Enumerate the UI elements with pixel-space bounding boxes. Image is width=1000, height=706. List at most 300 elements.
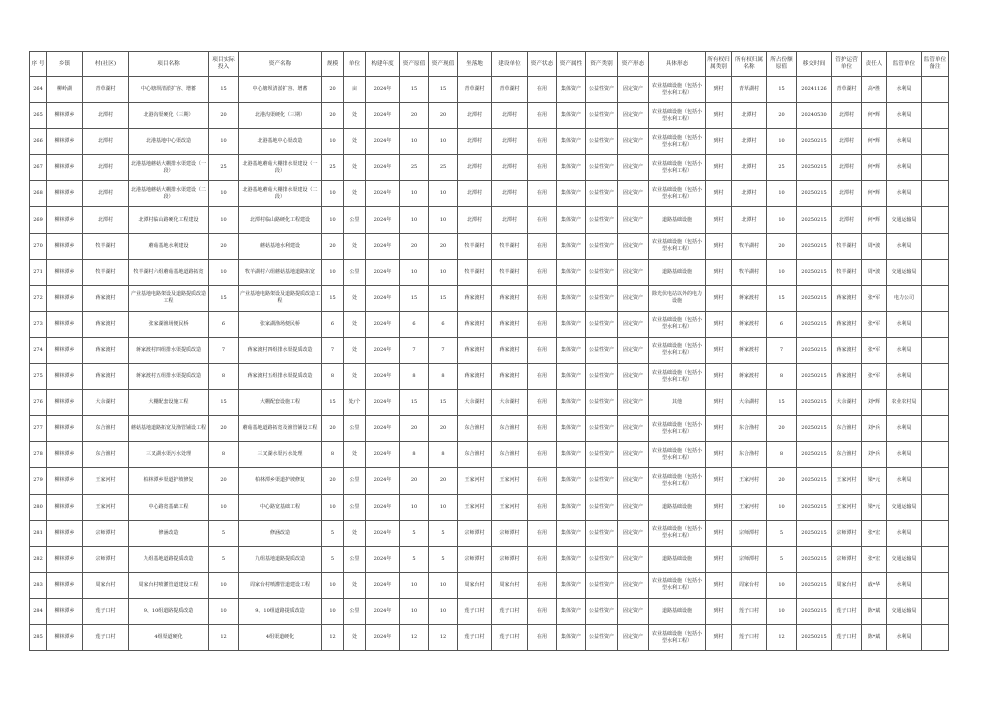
table-row [30,311,949,337]
table-cell: 农业基础设施（包括小型水利工程） [649,129,706,155]
table-cell: 集体资产 [557,181,586,207]
table-cell [922,207,949,233]
table-cell: 10 [429,598,458,624]
table-cell: 到村 [706,103,732,129]
column-header: 资产现值 [429,52,458,77]
table-cell: 到村 [706,494,732,520]
table-cell: 10 [209,129,239,155]
table-cell: 莲子口村 [832,624,862,650]
table-cell: 20250215 [797,285,832,311]
table-cell: 牧羊湖村 [732,233,767,259]
table-cell: 在用 [528,468,557,494]
table-cell: 在用 [528,259,557,285]
table-cell: 267 [30,155,47,181]
table-cell: 蒋家渡村 [83,285,129,311]
table-cell: 278 [30,442,47,468]
table-cell: 集体资产 [557,468,586,494]
table-cell: 柳林潭乡 [47,364,83,390]
table-cell: 处 [344,155,366,181]
table-cell: 到村 [706,364,732,390]
table-cell: 4组渠道硬化 [239,624,322,650]
table-cell: 7 [322,337,344,363]
table-cell: 271 [30,259,47,285]
table-cell: 10 [400,129,429,155]
table-cell: 到村 [706,572,732,598]
table-cell: 2024年 [366,442,400,468]
table-cell [922,546,949,572]
table-cell: 264 [30,77,47,103]
table-cell: 蘑菇基地道路拓宽及渔管铺设工程 [239,416,322,442]
table-cell: 蒋家渡村 [832,337,862,363]
table-cell: 10 [429,129,458,155]
table-cell: 周家台村喷灌管道建设工程 [239,572,322,598]
table-cell: 柳林潭乡 [47,468,83,494]
table-cell: 交通运输局 [887,259,922,285]
table-cell: 公益性资产 [586,624,618,650]
table-cell: 公益性资产 [586,285,618,311]
table-cell: 20250215 [797,494,832,520]
table-cell: 20250215 [797,337,832,363]
table-cell: 公益性资产 [586,598,618,624]
table-cell: 公益性资产 [586,442,618,468]
table-cell: 王家河村 [458,494,492,520]
table-cell: 集体资产 [557,129,586,155]
table-cell: 蒋家渡村四组排水渠提质改造 [239,337,322,363]
table-cell: 大余湖村 [732,390,767,416]
table-cell [922,155,949,181]
table-cell: 公益性资产 [586,390,618,416]
table-cell: 处/个 [344,390,366,416]
column-header: 建设单位 [492,52,528,77]
table-cell: 蒋家渡村 [458,311,492,337]
table-cell: 公益性资产 [586,364,618,390]
table-cell: 水利局 [887,468,922,494]
table-cell: 农业基础设施（包括小型水利工程） [649,624,706,650]
table-cell: 北港沟渠硬化（三期） [129,103,209,129]
column-header: 项目实际投入 [209,52,239,77]
table-cell: 到村 [706,77,732,103]
table-cell: 公益性资产 [586,181,618,207]
table-cell: 宗师潭村 [832,520,862,546]
table-cell: 到村 [706,285,732,311]
table-cell: 20 [322,103,344,129]
table-cell: 北潭村 [492,103,528,129]
table-cell: 15 [429,390,458,416]
table-cell: 产业基地电路架设及道路提质改造工程 [129,285,209,311]
table-cell: 20250215 [797,233,832,259]
table-cell [922,337,949,363]
table-cell: 交通运输局 [887,598,922,624]
table-cell: 20 [767,468,797,494]
table-cell: 5 [429,546,458,572]
table-cell: 20250215 [797,364,832,390]
table-cell: 处 [344,572,366,598]
table-cell: 刘*辉 [862,390,887,416]
table-cell: 青草湖村 [458,77,492,103]
table-cell: 固定资产 [618,337,649,363]
table-cell: 北潭村 [732,207,767,233]
table-cell: 到村 [706,259,732,285]
table-cell: 水利局 [887,364,922,390]
table-cell: 10 [429,494,458,520]
table-cell: 280 [30,494,47,520]
table-cell: 公里 [344,494,366,520]
table-cell: 北港基地蘑菇大棚排水渠建设（二段） [239,181,322,207]
table-cell: 蘑菇基地道路拓宽及渔管铺设工程 [129,416,209,442]
table-cell: 20250215 [797,129,832,155]
table-cell: 王家河村 [83,468,129,494]
table-cell: 在用 [528,364,557,390]
table-cell: 北潭村临山路硬化工程建设 [129,207,209,233]
table-cell: 蒋家渡村 [732,285,767,311]
table-cell: 水利局 [887,416,922,442]
table-cell: 5 [209,520,239,546]
table-cell: 北潭村 [458,129,492,155]
table-cell: 宗师潭村 [492,520,528,546]
table-cell: 固定资产 [618,77,649,103]
table-cell: 周家台村 [492,572,528,598]
table-row [30,364,949,390]
table-cell: 水利局 [887,572,922,598]
table-cell: 固定资产 [618,285,649,311]
table-cell: 牧羊湖村 [458,233,492,259]
column-header: 资产类别 [586,52,618,77]
table-cell: 柳林潭乡 [47,337,83,363]
table-cell: 公益性资产 [586,546,618,572]
table-cell: 蒋家渡村 [492,337,528,363]
table-cell: 到村 [706,416,732,442]
table-cell: 柳林潭乡 [47,129,83,155]
table-cell [922,572,949,598]
table-cell: 处 [344,103,366,129]
table-cell: 20 [209,233,239,259]
table-cell: 水利局 [887,311,922,337]
table-cell: 公益性资产 [586,520,618,546]
table-cell: 柳林潭乡 [47,103,83,129]
table-cell: 柳林潭乡 [47,155,83,181]
table-row [30,259,949,285]
table-cell: 6 [767,311,797,337]
table-cell: 王家河村 [732,468,767,494]
table-cell: 张*军 [862,337,887,363]
table-cell: 北潭村 [832,207,862,233]
table-row [30,468,949,494]
table-cell: 北港沟渠硬化（三期） [239,103,322,129]
table-cell: 20250215 [797,207,832,233]
table-cell: 集体资产 [557,207,586,233]
table-cell: 固定资产 [618,416,649,442]
table-cell: 284 [30,598,47,624]
table-cell: 北潭村 [458,181,492,207]
table-cell: 莲子口村 [458,624,492,650]
table-cell: 农业基础设施（包括小型水利工程） [649,468,706,494]
table-cell: 2024年 [366,129,400,155]
table-cell: 处 [344,311,366,337]
table-cell: 牧羊湖村 [732,259,767,285]
table-cell: 集体资产 [557,155,586,181]
table-cell: 陈*斌 [862,624,887,650]
table-cell [922,494,949,520]
table-cell: 柳林潭乡 [47,442,83,468]
table-cell: 20 [400,468,429,494]
table-cell: 集体资产 [557,103,586,129]
table-cell: 柳林潭乡 [47,181,83,207]
table-cell: 6 [322,311,344,337]
table-cell: 何*辉 [862,181,887,207]
table-cell: 蒋家渡村 [458,337,492,363]
table-cell: 10 [767,207,797,233]
table-cell: 15 [429,285,458,311]
column-header: 具体形态 [649,52,706,77]
table-cell: 水利局 [887,233,922,259]
table-cell: 戚*华 [862,572,887,598]
table-cell: 在用 [528,103,557,129]
table-cell: 其他 [649,390,706,416]
table-cell: 到村 [706,598,732,624]
table-cell: 水利局 [887,337,922,363]
table-cell: 大余湖村 [458,390,492,416]
table-cell: 陈*斌 [862,598,887,624]
table-cell: 宗师潭村 [83,520,129,546]
table-cell: 270 [30,233,47,259]
table-cell: 10 [322,259,344,285]
table-cell: 大棚配套设施工程 [239,390,322,416]
table-cell [922,468,949,494]
table-cell: 10 [767,129,797,155]
table-cell: 在用 [528,181,557,207]
table-cell: 20 [322,468,344,494]
table-cell: 集体资产 [557,233,586,259]
table-cell: 王家河村 [492,494,528,520]
table-cell [922,311,949,337]
table-cell [922,390,949,416]
table-cell: 20250215 [797,311,832,337]
table-cell: 10 [400,598,429,624]
table-cell: 王家河村 [83,494,129,520]
table-cell: 刘*兵 [862,442,887,468]
table-cell: 牧羊湖村 [492,259,528,285]
table-cell: 8 [400,442,429,468]
table-cell: 10 [767,181,797,207]
table-cell: 273 [30,311,47,337]
table-cell: 北港基地中心渠改造 [129,129,209,155]
table-cell: 周家台村 [83,572,129,598]
column-header: 资产名称 [239,52,322,77]
table-cell: 北潭村 [83,155,129,181]
table-cell: 三叉湖水渠污水处理 [129,442,209,468]
table-cell: 268 [30,181,47,207]
table-cell: 宗师潭村 [492,546,528,572]
table-cell: 三叉湖水渠污水处理 [239,442,322,468]
table-cell: 北港基地蘑菇大棚排水渠建设（一段） [129,155,209,181]
table-cell: 在用 [528,624,557,650]
column-header: 构建年度 [366,52,400,77]
table-cell: 处 [344,520,366,546]
column-header: 资产属性 [557,52,586,77]
table-cell: 道路基础设施 [649,259,706,285]
table-cell: 10 [322,207,344,233]
table-cell: 固定资产 [618,311,649,337]
table-cell: 电力公司 [887,285,922,311]
table-cell: 蒋家渡村 [492,311,528,337]
table-body [30,77,949,651]
table-cell: 处 [344,337,366,363]
table-cell: 在用 [528,494,557,520]
table-cell: 公益性资产 [586,129,618,155]
table-cell: 处 [344,442,366,468]
table-cell: 蘑菇基地水利建设 [129,233,209,259]
table-cell: 固定资产 [618,103,649,129]
table-cell: 20 [322,233,344,259]
column-header: 规模 [322,52,344,77]
table-cell: 北潭村 [83,103,129,129]
table-cell: 蒋家渡村 [83,311,129,337]
table-cell: 8 [400,364,429,390]
table-cell: 281 [30,520,47,546]
table-cell: 2024年 [366,233,400,259]
table-row [30,520,949,546]
table-cell: 梁*元 [862,468,887,494]
column-header: 资产原值 [400,52,429,77]
table-cell: 北港基地蘑菇大棚排水渠建设（一段） [239,155,322,181]
table-cell: 2024年 [366,468,400,494]
table-cell: 柏林潭乡渠道护坡修复 [129,468,209,494]
table-cell: 莲子口村 [492,624,528,650]
table-cell: 东合渔村 [83,416,129,442]
table-cell: 农业基础设施（包括小型水利工程） [649,572,706,598]
table-cell: 道路基础设施 [649,494,706,520]
table-cell: 中心路宽基础工程 [129,494,209,520]
table-cell: 12 [209,624,239,650]
table-cell: 7 [429,337,458,363]
table-cell: 梁*元 [862,494,887,520]
table-cell: 何*辉 [862,207,887,233]
table-cell: 20250215 [797,181,832,207]
table-cell: 北潭村 [732,103,767,129]
table-cell: 何*辉 [862,129,887,155]
table-row [30,390,949,416]
table-cell: 2024年 [366,546,400,572]
table-cell: 15 [400,285,429,311]
table-cell: 宗师潭村 [832,546,862,572]
table-cell: 8 [429,364,458,390]
table-cell: 大棚配套设施工程 [129,390,209,416]
table-cell: 20 [209,103,239,129]
table-cell: 农业基础设施（包括小型水利工程） [649,181,706,207]
column-header: 资产形态 [618,52,649,77]
table-cell: 周家台村 [732,572,767,598]
table-cell [922,598,949,624]
table-cell [922,103,949,129]
table-cell: 农业基础设施（包括小型水利工程） [649,311,706,337]
table-cell: 集体资产 [557,285,586,311]
table-cell: 柳林潭乡 [47,624,83,650]
table-cell: 20250215 [797,520,832,546]
table-cell: 王家河村 [492,468,528,494]
table-cell: 牧羊湖村 [832,259,862,285]
table-cell: 何*辉 [862,103,887,129]
table-cell: 东合渔村 [83,442,129,468]
column-header: 坐落地 [458,52,492,77]
table-cell: 2024年 [366,155,400,181]
table-cell: 公里 [344,546,366,572]
table-cell: 交通运输局 [887,546,922,572]
table-cell: 10 [400,207,429,233]
table-cell [922,364,949,390]
table-cell: 9、10组道路提质改造 [239,598,322,624]
table-cell: 东合渔村 [732,416,767,442]
table-cell: 10 [429,181,458,207]
table-cell: 10 [400,259,429,285]
table-cell: 282 [30,546,47,572]
table-cell: 15 [209,77,239,103]
table-cell: 蒋家渡村 [732,311,767,337]
table-cell: 公益性资产 [586,207,618,233]
table-cell: 公益性资产 [586,233,618,259]
table-cell: 处 [344,364,366,390]
table-cell: 牧羊湖村 [83,233,129,259]
table-cell: 北潭村 [458,207,492,233]
table-cell: 20 [429,103,458,129]
table-cell: 蘑菇基地水利建设 [239,233,322,259]
table-cell: 2024年 [366,259,400,285]
table-cell: 柳林潭乡 [47,494,83,520]
table-cell: 中心塘坝清淤扩容、增蓄 [129,77,209,103]
table-cell: 20 [209,416,239,442]
table-cell: 6 [429,311,458,337]
table-cell: 公益性资产 [586,259,618,285]
table-cell [922,129,949,155]
table-cell: 在用 [528,416,557,442]
table-cell: 272 [30,285,47,311]
table-cell: 固定资产 [618,233,649,259]
table-cell: 到村 [706,546,732,572]
table-cell: 北潭村 [732,181,767,207]
column-header: 资产状态 [528,52,557,77]
table-cell: 25 [322,155,344,181]
table-cell: 公益性资产 [586,572,618,598]
table-cell: 农业基础设施（包括小型水利工程） [649,520,706,546]
table-cell [922,285,949,311]
table-cell: 25 [209,155,239,181]
table-cell: 青草湖村 [83,77,129,103]
table-cell: 在用 [528,155,557,181]
table-cell: 2024年 [366,103,400,129]
table-row [30,598,949,624]
table-cell: 柳林潭乡 [47,416,83,442]
table-cell: 水利局 [887,77,922,103]
table-cell: 牧羊湖村 [458,259,492,285]
table-cell: 275 [30,364,47,390]
table-cell: 集体资产 [557,598,586,624]
table-cell: 公益性资产 [586,103,618,129]
table-cell: 农业基础设施（包括小型水利工程） [649,233,706,259]
table-cell: 15 [400,390,429,416]
table-cell [922,259,949,285]
table-cell: 在用 [528,572,557,598]
column-header: 所有权归属类别 [706,52,732,77]
table-cell: 8 [209,442,239,468]
table-cell [922,520,949,546]
table-cell: 8 [767,442,797,468]
table-cell: 周家台村 [458,572,492,598]
table-cell: 公益性资产 [586,468,618,494]
table-cell: 2024年 [366,364,400,390]
table-cell: 10 [767,259,797,285]
table-row [30,546,949,572]
table-cell: 266 [30,129,47,155]
table-cell: 蒋家渡村 [458,285,492,311]
